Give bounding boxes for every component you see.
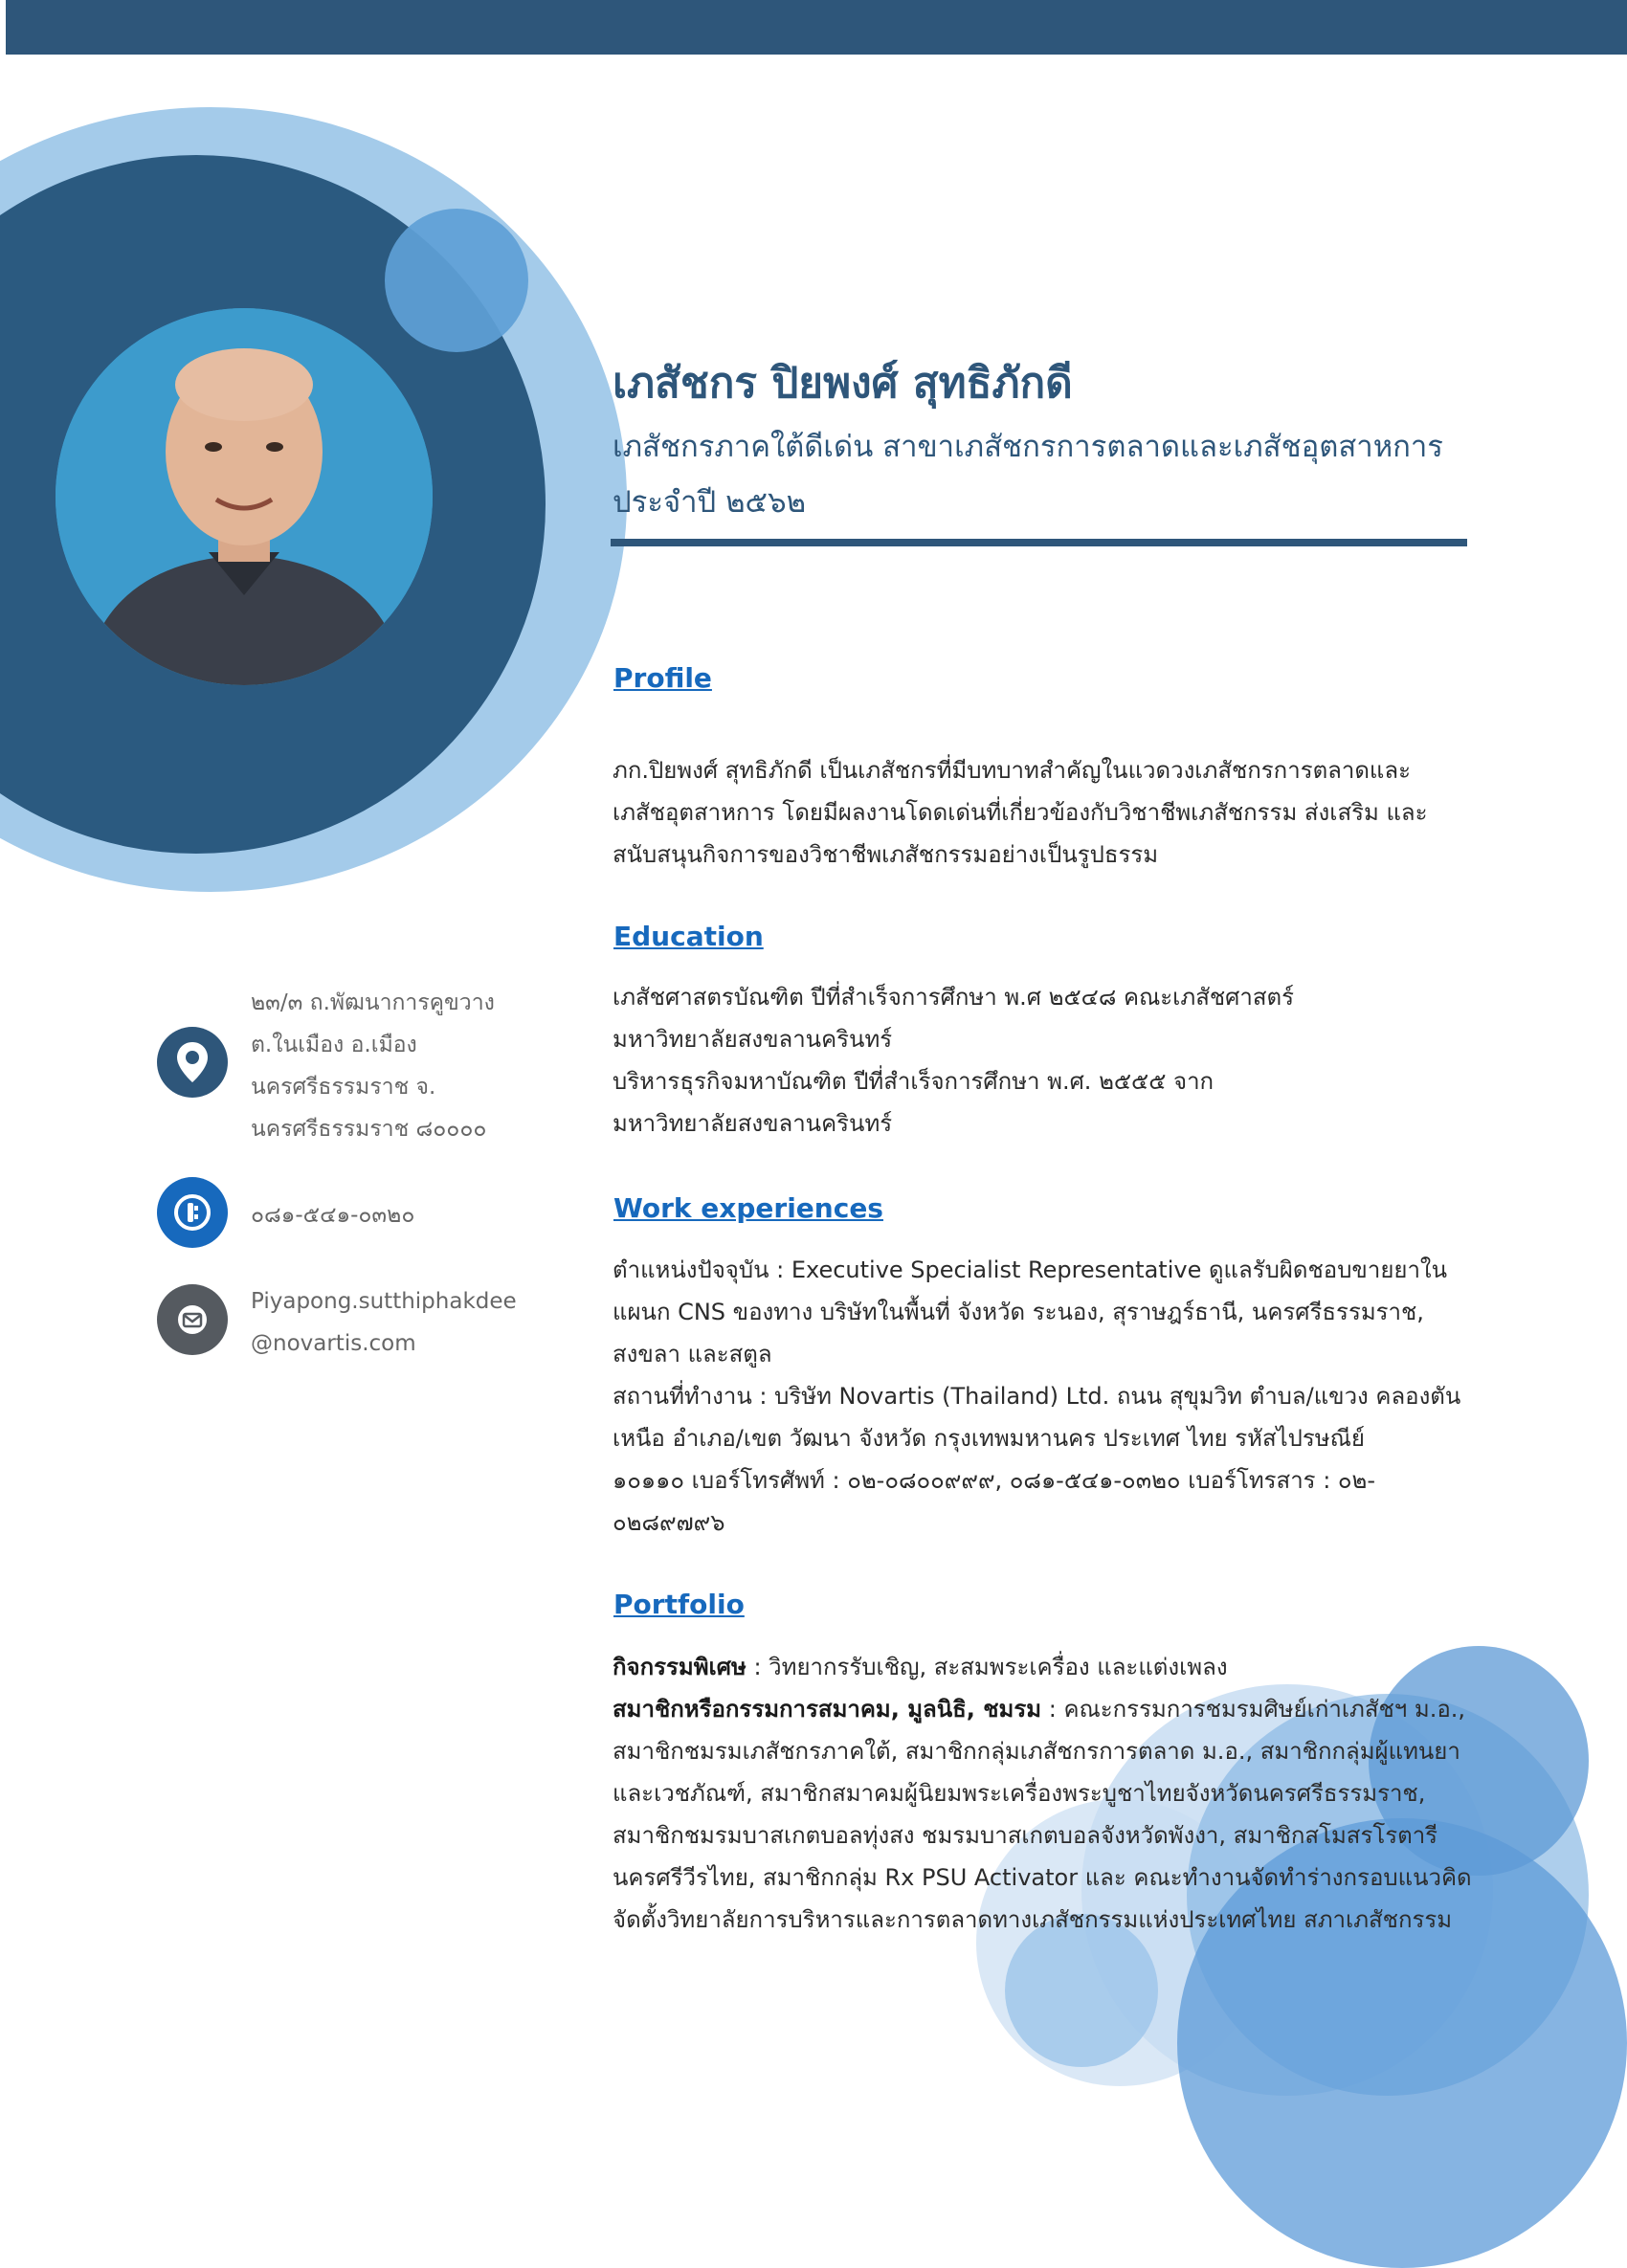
work-line: ตำแหน่งปัจจุบัน : Executive Specialist Representative ดูแลรับผิดชอบขายยาใน	[613, 1256, 1448, 1283]
portfolio-text	[613, 1646, 1472, 1941]
work-line: สถานที่ทำงาน : บริษัท Novartis (Thailand) Ltd. ถนน สุขุมวิท ตำบล/แขวง คลองตัน	[613, 1383, 1461, 1410]
email-block	[251, 1280, 517, 1365]
portfolio-member	[613, 1688, 1472, 1730]
email-line: @novartis.com	[251, 1331, 416, 1356]
email-icon	[157, 1284, 228, 1355]
phone-icon	[157, 1177, 228, 1248]
work-line: สงขลา และสตูล	[613, 1341, 772, 1367]
education-line: มหาวิทยาลัยสงขลานครินทร์	[613, 1026, 893, 1053]
section-title-profile: Profile	[613, 662, 712, 694]
work-line: ๐๒๘๙๗๙๖	[613, 1509, 725, 1536]
work-text	[613, 1249, 1460, 1544]
profile-line: ภก.ปิยพงศ์ สุทธิภักดี เป็นเภสัชกรที่มีบทบาทสำคัญในแวดวงเภสัชกรการตลาดและ	[613, 757, 1411, 784]
profile-line: สนับสนุนกิจการของวิชาชีพเภสัชกรรมอย่างเป็นรูปธรรม	[613, 841, 1159, 868]
email-line: Piyapong.sutthiphakdee	[251, 1289, 517, 1314]
header-divider	[611, 539, 1467, 546]
activity-label: กิจกรรมพิเศษ	[613, 1654, 747, 1680]
profile-text	[613, 749, 1428, 876]
member-line: สมาชิกชมรมบาสเกตบอลทุ่งสง ชมรมบาสเกตบอลจังหวัดพังงา, สมาชิกสโมสรโรตารี	[613, 1822, 1438, 1849]
address-line: ๒๓/๓ ถ.พัฒนาการคูขวาง	[251, 990, 495, 1015]
member-label: สมาชิกหรือกรรมการสมาคม, มูลนิธิ, ชมรม	[613, 1696, 1042, 1723]
portfolio-activity	[613, 1646, 1472, 1688]
education-line: บริหารธุรกิจมหาบัณฑิต ปีที่สำเร็จการศึกษา พ.ศ. ๒๕๕๕ จาก	[613, 1068, 1215, 1095]
profile-photo	[56, 308, 433, 685]
activity-text: : วิทยากรรับเชิญ, สะสมพระเครื่อง และแต่งเพลง	[746, 1654, 1228, 1680]
award-subtitle: เภสัชกรภาคใต้ดีเด่น สาขาเภสัชกรการตลาดและเภสัชอุตสาหการ ประจำปี ๒๕๖๒	[613, 430, 1443, 520]
address-line: นครศรีธรรมราช จ.	[251, 1075, 436, 1100]
education-text	[613, 976, 1294, 1145]
member-line: จัดตั้งวิทยาลัยการบริหารและการตลาดทางเภสัชกรรมแห่งประเทศไทย สภาเภสัชกรรม	[613, 1906, 1453, 1933]
address-line: นครศรีธรรมราช ๘๐๐๐๐	[251, 1117, 487, 1142]
profile-line: เภสัชอุตสาหการ โดยมีผลงานโดดเด่นที่เกี่ยวข้องกับวิชาชีพเภสัชกรรม ส่งเสริม และ	[613, 799, 1428, 826]
person-portrait-icon	[56, 308, 433, 685]
section-title-portfolio: Portfolio	[613, 1589, 745, 1620]
member-first: : คณะกรรมการชมรมศิษย์เก่าเภสัชฯ ม.อ.,	[1041, 1696, 1466, 1723]
top-banner	[6, 0, 1627, 55]
location-pin-icon	[157, 1027, 228, 1098]
member-line: นครศรีวีรไทย, สมาชิกกลุ่ม Rx PSU Activator และ คณะทำงานจัดทำร่างกรอบแนวคิด	[613, 1864, 1472, 1891]
person-name: เภสัชกร ปิยพงศ์ สุทธิภักดี	[613, 359, 1073, 408]
work-line: แผนก CNS ของทาง บริษัทในพื้นที่ จังหวัด ระนอง, สุราษฎร์ธานี, นครศรีธรรมราช,	[613, 1299, 1424, 1325]
address-block	[251, 982, 495, 1150]
member-line: และเวชภัณฑ์, สมาชิกสมาคมผู้นิยมพระเครื่องพระบูชาไทยจังหวัดนครศรีธรรมราช,	[613, 1780, 1426, 1807]
member-line: สมาชิกชมรมเภสัชกรภาคใต้, สมาชิกกลุ่มเภสัชกรการตลาด ม.อ., สมาชิกกลุ่มผู้แทนยา	[613, 1738, 1460, 1765]
decorative-circle-small	[385, 209, 528, 352]
work-line: เหนือ อำเภอ/เขต วัฒนา จังหวัด กรุงเทพมหานคร ประเทศ ไทย รหัสไปรษณีย์	[613, 1425, 1365, 1452]
work-line: ๑๐๑๑๐ เบอร์โทรศัพท์ : ๐๒-๐๘๐๐๙๙๙, ๐๘๑-๕๔๑-๐๓๒๐ เบอร์โทรสาร : ๐๒-	[613, 1467, 1376, 1494]
section-title-education: Education	[613, 921, 764, 952]
address-line: ต.ในเมือง อ.เมือง	[251, 1033, 417, 1057]
education-line: เภสัชศาสตรบัณฑิต ปีที่สำเร็จการศึกษา พ.ศ ๒๕๔๘ คณะเภสัชศาสตร์	[613, 984, 1294, 1011]
section-title-work: Work experiences	[613, 1192, 883, 1224]
phone-number: ๐๘๑-๕๔๑-๐๓๒๐	[251, 1203, 415, 1228]
education-line: มหาวิทยาลัยสงขลานครินทร์	[613, 1110, 893, 1137]
